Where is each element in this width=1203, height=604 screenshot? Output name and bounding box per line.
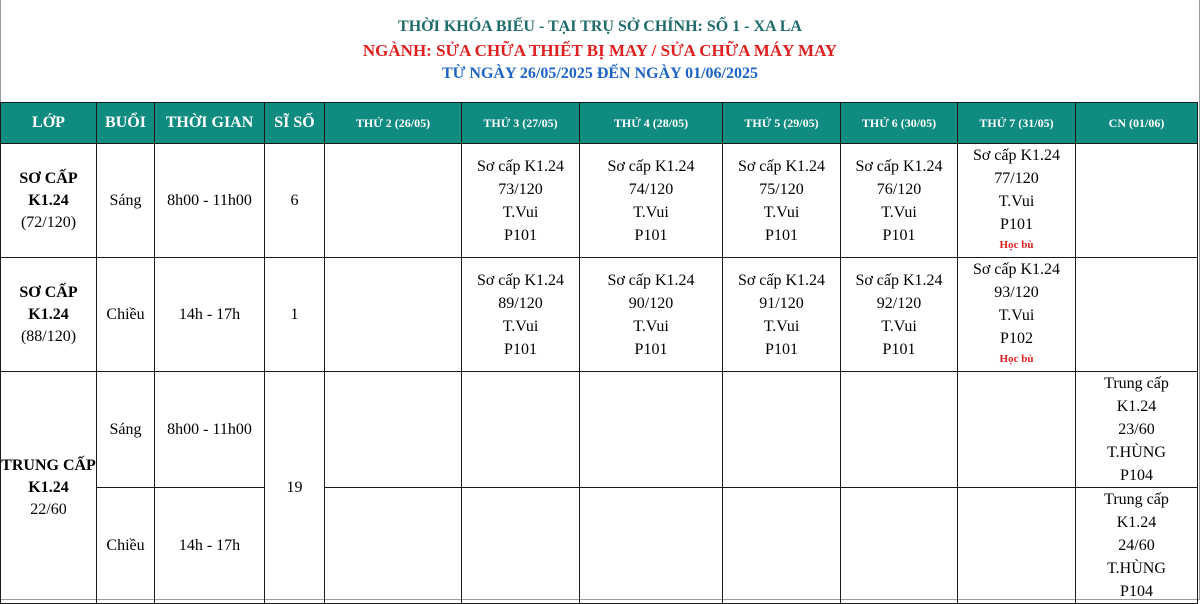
session-cell: Chiều — [97, 488, 155, 604]
lesson-room: P104 — [1120, 583, 1153, 600]
lesson-name: Sơ cấp K1.24 — [855, 157, 943, 175]
lesson-progress: 73/120 — [498, 180, 543, 198]
lesson-progress: 23/60 — [1118, 421, 1155, 438]
lesson-progress: 92/120 — [876, 294, 922, 312]
session-cell: Chiều — [97, 258, 155, 372]
col-header-thu7: THỨ 7 (31/05) — [958, 103, 1076, 144]
time-cell: 14h - 17h — [155, 258, 265, 372]
lesson-room: P101 — [504, 226, 537, 244]
lesson-room: P101 — [504, 340, 537, 358]
day-cell-thu7 — [958, 372, 1076, 488]
table-row — [1, 144, 1198, 258]
col-header-thu2: THỨ 2 (26/05) — [325, 103, 462, 144]
lesson-name: Sơ cấp K1.24 — [972, 147, 1061, 164]
lesson-progress: 89/120 — [498, 294, 543, 312]
timetable — [0, 102, 1198, 604]
lesson-room: P101 — [882, 340, 916, 358]
lesson-teacher: T.Vui — [633, 203, 669, 221]
lesson-teacher: T.Vui — [998, 307, 1035, 324]
day-cell-thu4 — [580, 372, 723, 488]
table-header-row — [1, 103, 1198, 144]
lesson-teacher: T.HÙNG — [1107, 444, 1166, 461]
student-count-cell: 6 — [265, 144, 325, 258]
lesson-teacher: T.Vui — [763, 203, 800, 221]
day-cell-thu3 — [462, 144, 580, 258]
table-row — [1, 372, 1198, 488]
lesson-progress: 90/120 — [628, 294, 674, 312]
day-cell-thu2 — [325, 258, 462, 372]
day-cell-cn — [1076, 488, 1198, 604]
col-header-thu6: THỨ 6 (30/05) — [841, 103, 958, 144]
day-cell-thu2 — [325, 372, 462, 488]
day-cell-thu5 — [723, 372, 841, 488]
lesson-teacher: T.Vui — [502, 203, 539, 221]
makeup-note: Học bù — [999, 239, 1034, 251]
lesson-teacher: T.Vui — [881, 317, 917, 335]
lesson-room: P101 — [765, 340, 798, 358]
lesson-class: K1.24 — [1116, 398, 1157, 415]
lesson-teacher: T.HÙNG — [1107, 560, 1166, 577]
class-name: SƠ CẤP K1.24 — [19, 283, 78, 323]
title-major: NGÀNH: SỬA CHỮA THIẾT BỊ MAY / SỬA CHỮA MÁY MAY — [362, 41, 838, 60]
day-cell-cn — [1076, 258, 1198, 372]
time-cell: 8h00 - 11h00 — [155, 372, 265, 488]
class-cell — [1, 144, 97, 258]
table-row — [1, 488, 1198, 604]
col-header-thu5: THỨ 5 (29/05) — [723, 103, 841, 144]
table-row — [1, 258, 1198, 372]
lesson-name: Sơ cấp K1.24 — [476, 157, 565, 175]
lesson-room: P101 — [882, 226, 916, 244]
day-cell-thu6 — [841, 144, 958, 258]
day-cell-thu7 — [958, 488, 1076, 604]
session-cell: Sáng — [97, 144, 155, 258]
col-header-thoi-gian: THỜI GIAN — [155, 103, 265, 144]
day-cell-thu6 — [841, 488, 958, 604]
student-count-cell: 19 — [265, 372, 325, 604]
lesson-progress: 77/120 — [994, 170, 1039, 187]
lesson-room: P101 — [765, 226, 798, 244]
lesson-progress: 74/120 — [628, 180, 674, 198]
lesson-name: Sơ cấp K1.24 — [972, 261, 1061, 278]
lesson-teacher: T.Vui — [633, 317, 669, 335]
col-header-thu3: THỨ 3 (27/05) — [462, 103, 580, 144]
lesson-progress: 93/120 — [994, 284, 1039, 301]
lesson-name: Sơ cấp K1.24 — [737, 271, 826, 289]
lesson-name: Sơ cấp K1.24 — [855, 271, 943, 289]
day-cell-thu7 — [958, 258, 1076, 372]
lesson-room: P104 — [1120, 467, 1153, 484]
col-header-si-so: SĨ SỐ — [265, 103, 325, 144]
session-cell: Sáng — [97, 372, 155, 488]
student-count-cell: 1 — [265, 258, 325, 372]
day-cell-cn — [1076, 372, 1198, 488]
class-name: TRUNG CẤP K1.24 — [1, 456, 96, 496]
class-name: SƠ CẤP K1.24 — [19, 169, 78, 209]
day-cell-thu5 — [723, 488, 841, 604]
class-progress: 22/60 — [30, 500, 67, 518]
day-cell-thu4 — [580, 488, 723, 604]
lesson-progress: 24/60 — [1118, 537, 1155, 554]
lesson-teacher: T.Vui — [881, 203, 917, 221]
day-cell-thu7 — [958, 144, 1076, 258]
col-header-thu4: THỨ 4 (28/05) — [580, 103, 723, 144]
lesson-progress: 76/120 — [876, 180, 922, 198]
lesson-name: Sơ cấp K1.24 — [607, 271, 695, 289]
title-date-range: TỪ NGÀY 26/05/2025 ĐẾN NGÀY 01/06/2025 — [442, 65, 758, 82]
makeup-note: Học bù — [999, 353, 1034, 365]
lesson-teacher: T.Vui — [502, 317, 539, 335]
lesson-room: P101 — [634, 226, 668, 244]
lesson-teacher: T.Vui — [998, 193, 1035, 210]
lesson-room: P101 — [1000, 216, 1033, 233]
day-cell-thu2 — [325, 144, 462, 258]
day-cell-thu3 — [462, 488, 580, 604]
lesson-progress: 75/120 — [759, 180, 804, 198]
class-progress: (88/120) — [20, 327, 77, 345]
lesson-room: P101 — [634, 340, 668, 358]
lesson-class: K1.24 — [1116, 514, 1157, 531]
lesson-teacher: T.Vui — [763, 317, 800, 335]
day-cell-thu4 — [580, 258, 723, 372]
time-cell: 8h00 - 11h00 — [155, 144, 265, 258]
day-cell-cn — [1076, 144, 1198, 258]
day-cell-thu4 — [580, 144, 723, 258]
col-header-cn: CN (01/06) — [1076, 103, 1198, 144]
lesson-name: Sơ cấp K1.24 — [476, 271, 565, 289]
day-cell-thu5 — [723, 144, 841, 258]
day-cell-thu3 — [462, 372, 580, 488]
lesson-room: P102 — [1000, 330, 1033, 347]
col-header-buoi: BUỔI — [97, 103, 155, 144]
day-cell-thu5 — [723, 258, 841, 372]
col-header-lop: LỚP — [1, 103, 97, 144]
day-cell-thu6 — [841, 372, 958, 488]
lesson-progress: 91/120 — [759, 294, 804, 312]
class-progress: (72/120) — [20, 213, 77, 231]
day-cell-thu3 — [462, 258, 580, 372]
class-cell — [1, 258, 97, 372]
title-location: THỜI KHÓA BIỂU - TẠI TRỤ SỞ CHÍNH: SỐ 1 - XA LA — [398, 18, 802, 35]
time-cell: 14h - 17h — [155, 488, 265, 604]
day-cell-thu6 — [841, 258, 958, 372]
lesson-name: Sơ cấp K1.24 — [737, 157, 826, 175]
lesson-name: Trung cấp — [1104, 491, 1169, 508]
lesson-name: Sơ cấp K1.24 — [607, 157, 695, 175]
lesson-name: Trung cấp — [1104, 375, 1169, 392]
schedule-header — [0, 0, 1200, 100]
day-cell-thu2 — [325, 488, 462, 604]
class-cell — [1, 372, 97, 604]
